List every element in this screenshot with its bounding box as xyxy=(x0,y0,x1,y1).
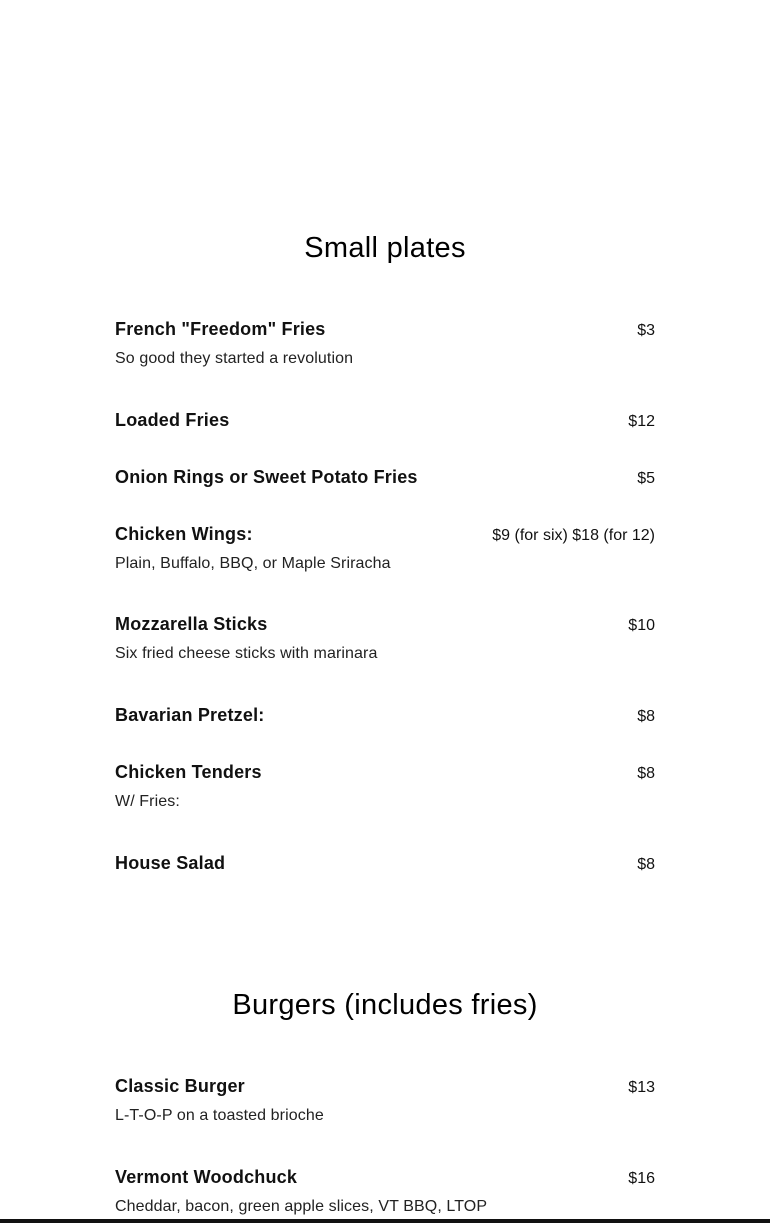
item-price: $8 xyxy=(637,708,655,725)
menu-item-loaded-fries xyxy=(115,410,655,434)
item-name: Chicken Tenders xyxy=(115,762,262,782)
item-name: Bavarian Pretzel: xyxy=(115,705,265,725)
item-price: $12 xyxy=(628,413,655,430)
item-price: $8 xyxy=(637,765,655,782)
item-name: Classic Burger xyxy=(115,1076,245,1096)
item-price: $9 (for six) $18 (for 12) xyxy=(492,527,655,544)
menu-item-chicken-wings xyxy=(115,524,655,573)
menu-item-classic-burger xyxy=(115,1076,655,1125)
item-description: L-T-O-P on a toasted brioche xyxy=(115,1107,324,1124)
item-description: Six fried cheese sticks with marinara xyxy=(115,645,378,662)
item-name: House Salad xyxy=(115,853,226,873)
menu-item-chicken-tenders xyxy=(115,762,655,811)
item-name: Onion Rings or Sweet Potato Fries xyxy=(115,467,418,487)
item-price: $10 xyxy=(628,617,655,634)
item-description: Plain, Buffalo, BBQ, or Maple Sriracha xyxy=(115,555,391,572)
item-description: So good they started a revolution xyxy=(115,350,354,367)
menu-item-vermont-woodchuck xyxy=(115,1167,655,1216)
item-name: Vermont Woodchuck xyxy=(115,1167,298,1187)
item-description: Cheddar, bacon, green apple slices, VT BBQ, LTOP xyxy=(115,1198,488,1215)
menu-item-mozzarella-sticks xyxy=(115,614,655,663)
item-price: $13 xyxy=(628,1079,655,1096)
item-name: Loaded Fries xyxy=(115,410,230,430)
bottom-divider xyxy=(0,1219,770,1223)
item-price: $16 xyxy=(628,1170,655,1187)
section-title-burgers: Burgers (includes fries) xyxy=(232,989,538,1021)
menu-item-onion-rings xyxy=(115,467,655,491)
menu-item-french-fries xyxy=(115,319,655,368)
item-name: Chicken Wings: xyxy=(115,524,253,544)
item-price: $3 xyxy=(637,322,655,339)
menu-item-bavarian-pretzel xyxy=(115,705,655,729)
item-name: Mozzarella Sticks xyxy=(115,614,268,634)
item-name: French "Freedom" Fries xyxy=(115,319,326,339)
item-description: W/ Fries: xyxy=(115,793,180,810)
item-price: $8 xyxy=(637,856,655,873)
menu-item-house-salad xyxy=(115,853,655,877)
item-price: $5 xyxy=(637,470,655,487)
section-title-small-plates: Small plates xyxy=(304,232,466,264)
